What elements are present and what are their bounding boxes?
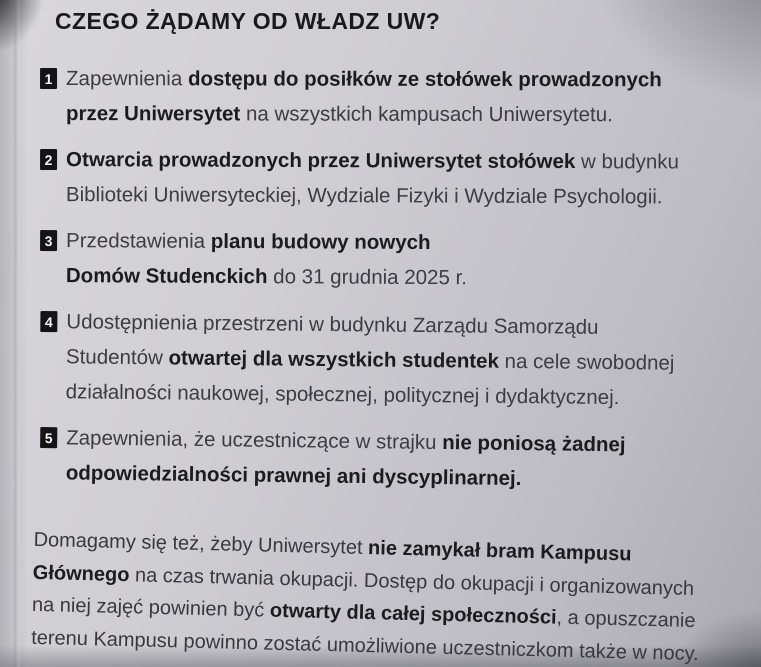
- demand-text: [65, 304, 761, 416]
- text-segment: Domagamy się też, żeby Uniwersytet: [33, 528, 369, 560]
- text-segment: , a opuszczanie: [556, 606, 696, 633]
- demand-number-badge: 5: [40, 427, 57, 448]
- text-line: [66, 96, 761, 132]
- text-line: [66, 258, 761, 297]
- demand-number-badge: 4: [40, 311, 57, 332]
- demand-item: [39, 304, 761, 417]
- text-segment: Otwarcia prowadzonych przez Uniwersytet stołówek: [66, 148, 576, 174]
- text-segment: Udostępnienia przestrzeni w budynku Zarządu Samorządu: [66, 310, 599, 339]
- demand-text: [66, 142, 761, 215]
- closing-paragraph: [31, 524, 761, 667]
- text-segment: planu budowy nowych: [210, 229, 431, 255]
- demand-text: [66, 61, 761, 132]
- text-segment: na wszystkich kampusach Uniwersytetu.: [240, 102, 613, 127]
- text-segment: otwartej dla wszystkich studentek: [168, 346, 500, 373]
- text-line: [65, 374, 760, 416]
- text-segment: odpowiedzialności prawnej ani dyscyplinarnej.: [65, 461, 522, 491]
- text-segment: w budynku: [575, 150, 680, 174]
- text-segment: Biblioteki Uniwersyteckiej, Wydziale Fizyki i Wydziale Psychologii.: [65, 183, 663, 209]
- text-segment: otwarty dla całej społeczności: [269, 599, 557, 629]
- text-segment: dostępu do posiłków ze stołówek prowadzonych: [187, 67, 662, 92]
- text-segment: na niej zajęć powinien być: [31, 593, 271, 622]
- demand-item: [40, 142, 761, 215]
- text-segment: na cele swobodnej: [498, 349, 675, 375]
- demand-number-badge: 3: [40, 230, 57, 251]
- text-segment: terenu Kampusu powinno zostać umożliwione uczestniczkom także w nocy.: [30, 626, 700, 665]
- text-segment: na czas trwania okupacji. Dostęp do okupacji i organizowanych: [129, 563, 695, 600]
- demand-text: [66, 420, 761, 499]
- text-line: [66, 61, 761, 97]
- demand-number-badge: 2: [40, 149, 57, 170]
- text-segment: nie zamykał bram Kampusu: [367, 537, 632, 566]
- text-segment: Zapewnienia: [66, 67, 189, 91]
- text-line: [66, 223, 761, 262]
- text-line: [66, 142, 761, 180]
- text-segment: nie poniosą żadnej: [442, 431, 626, 457]
- text-segment: Studentów: [65, 345, 169, 370]
- demand-item: [40, 223, 761, 297]
- document-title: CZEGO ŻĄDAMY OD WŁADZ UW?: [55, 8, 441, 34]
- text-line: [66, 455, 761, 499]
- demand-number-badge: 1: [40, 68, 57, 89]
- text-segment: Przedstawienia: [66, 229, 211, 253]
- text-segment: przez Uniwersytet: [65, 102, 241, 126]
- demand-text: [66, 223, 761, 297]
- text-segment: Zapewnienia, że uczestniczące w strajku: [66, 426, 443, 455]
- text-segment: Głównego: [32, 561, 130, 586]
- demand-item: [40, 420, 761, 499]
- demand-list: [40, 61, 761, 490]
- demand-item: [40, 61, 761, 133]
- text-line: [66, 177, 761, 215]
- text-segment: do 31 grudnia 2025 r.: [267, 265, 468, 290]
- text-segment: Domów Studenckich: [65, 264, 268, 289]
- text-segment: działalności naukowej, społecznej, politycznej i dydaktycznej.: [65, 380, 620, 410]
